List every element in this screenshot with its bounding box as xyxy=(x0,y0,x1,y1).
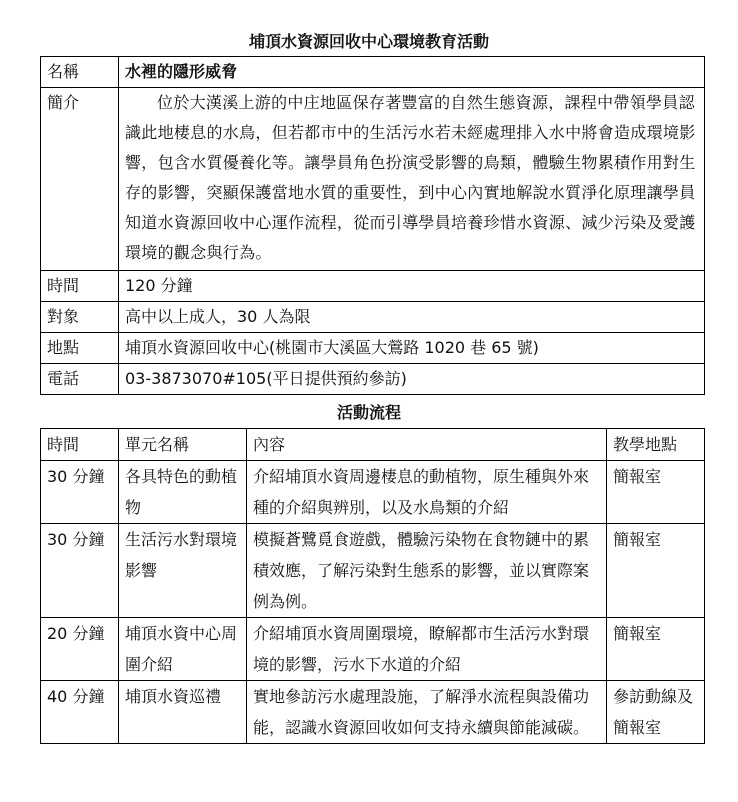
flow-place: 簡報室 xyxy=(607,524,705,618)
flow-header-content: 內容 xyxy=(247,429,607,461)
info-row-audience xyxy=(41,302,705,333)
location-value: 埔頂水資源回收中心(桃園市大溪區大鶯路 1020 巷 65 號) xyxy=(119,333,705,364)
flow-unit: 埔頂水資巡禮 xyxy=(119,681,247,744)
flow-time: 30 分鐘 xyxy=(41,524,119,618)
name-value: 水裡的隱形威脅 xyxy=(119,57,705,88)
flow-header-row xyxy=(41,429,705,461)
info-table xyxy=(40,56,705,395)
flow-place: 參訪動線及簡報室 xyxy=(607,681,705,744)
location-label: 地點 xyxy=(41,333,119,364)
flow-header-time: 時間 xyxy=(41,429,119,461)
audience-value: 高中以上成人，30 人為限 xyxy=(119,302,705,333)
flow-unit: 埔頂水資中心周圍介紹 xyxy=(119,618,247,681)
info-row-time xyxy=(41,271,705,302)
flow-place: 簡報室 xyxy=(607,461,705,524)
flow-time: 30 分鐘 xyxy=(41,461,119,524)
flow-unit: 各具特色的動植物 xyxy=(119,461,247,524)
flow-header-unit: 單元名稱 xyxy=(119,429,247,461)
info-row-location xyxy=(41,333,705,364)
document-title: 埔頂水資源回收中心環境教育活動 xyxy=(248,32,489,51)
flow-content: 介紹埔頂水資周邊棲息的動植物，原生種與外來種的介紹與辨別，以及水鳥類的介紹 xyxy=(247,461,607,524)
flow-content: 實地參訪污水處理設施，了解淨水流程與設備功能，認識水資源回收如何支持永續與節能減碳。 xyxy=(247,681,607,744)
flow-time: 20 分鐘 xyxy=(41,618,119,681)
flow-table xyxy=(40,428,705,744)
flow-row xyxy=(41,618,705,681)
flow-row xyxy=(41,461,705,524)
info-row-name xyxy=(41,57,705,88)
info-row-intro xyxy=(41,88,705,271)
name-label: 名稱 xyxy=(41,57,119,88)
flow-place: 簡報室 xyxy=(607,618,705,681)
flow-time: 40 分鐘 xyxy=(41,681,119,744)
flow-unit: 生活污水對環境影響 xyxy=(119,524,247,618)
time-value: 120 分鐘 xyxy=(119,271,705,302)
intro-label: 簡介 xyxy=(41,88,119,271)
phone-label: 電話 xyxy=(41,364,119,395)
info-row-phone xyxy=(41,364,705,395)
flow-title: 活動流程 xyxy=(336,403,401,422)
time-label: 時間 xyxy=(41,271,119,302)
intro-value: 位於大漢溪上游的中庄地區保存著豐富的自然生態資源，課程中帶領學員認識此地棲息的水鳥，但若都市中的生活污水若未經處理排入水中將會造成環境影響，包含水質優養化等。讓學員角色扮演受影響的鳥類，體驗生物累積作用對生存的影響，突顯保護當地水質的重要性，到中心內實地解說水質淨化原理讓學員知道水資源回收中心運作流程，從而引導學員培養珍惜水資源、減少污染及愛護環境的觀念與行為。 xyxy=(119,88,705,271)
flow-content: 介紹埔頂水資周圍環境，瞭解都市生活污水對環境的影響，污水下水道的介紹 xyxy=(247,618,607,681)
flow-content: 模擬蒼鷺覓食遊戲，體驗污染物在食物鏈中的累積效應，了解污染對生態系的影響，並以實際案例為例。 xyxy=(247,524,607,618)
audience-label: 對象 xyxy=(41,302,119,333)
flow-header-place: 教學地點 xyxy=(607,429,705,461)
phone-value: 03-3873070#105(平日提供預約參訪) xyxy=(119,364,705,395)
flow-row xyxy=(41,681,705,744)
flow-row xyxy=(41,524,705,618)
